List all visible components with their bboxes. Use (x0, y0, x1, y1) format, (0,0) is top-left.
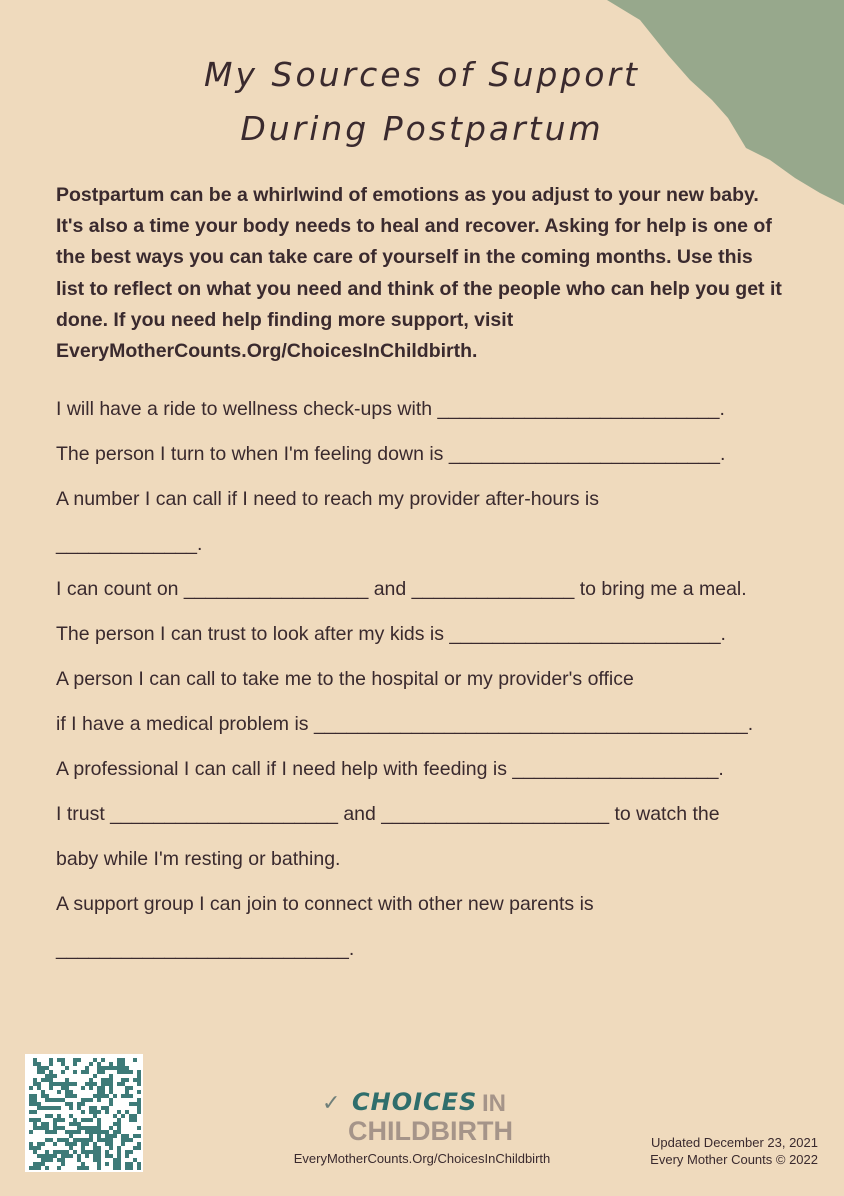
title-line-1: My Sources of Support (204, 55, 640, 94)
footer-meta (650, 1134, 818, 1168)
prompt-line: I will have a ride to wellness check-ups with __________________________. (56, 398, 725, 420)
logo-childbirth: CHILDBIRTH (348, 1116, 513, 1146)
prompt-line: A number I can call if I need to reach my provider after-hours is (56, 488, 600, 510)
prompt-line: A support group I can join to connect with other new parents is (56, 893, 594, 915)
prompt-line: I trust _____________________ and _____________________ to watch the (56, 803, 720, 825)
updated-date: Updated December 23, 2021 (651, 1135, 818, 1150)
prompt-line: The person I turn to when I'm feeling down is _________________________. (56, 443, 726, 465)
prompt-line: I can count on _________________ and _______________ to bring me a meal. (56, 578, 747, 600)
prompt-line: A professional I can call if I need help with feeding is ___________________. (56, 758, 724, 780)
prompt-line: ___________________________. (56, 938, 355, 960)
page-title (0, 48, 844, 156)
checkmark-icon: ✓ (322, 1090, 341, 1115)
prompt-line: if I have a medical problem is ________________________________________. (56, 713, 754, 735)
logo-choices: CHOICES (352, 1088, 478, 1116)
copyright: Every Mother Counts © 2022 (650, 1152, 818, 1167)
intro-paragraph: Postpartum can be a whirlwind of emotions as you adjust to your new baby. It's also a time your body needs to heal and recover. Asking for help is one of the best ways you can take care of yourself in the coming months. Use this list to reflect on what you need and think of the people who can help you get it done. If you need help finding more support, visit EveryMotherCounts.Org/ChoicesInChildbirth. (56, 184, 782, 363)
footer-url[interactable]: EveryMotherCounts.Org/ChoicesInChildbirth (293, 1151, 551, 1166)
logo-in: IN (482, 1090, 506, 1117)
prompt-line: _____________. (56, 533, 203, 555)
prompt-list (56, 393, 796, 978)
title-line-2: During Postpartum (240, 109, 604, 148)
prompt-line: The person I can trust to look after my kids is _________________________. (56, 623, 726, 645)
prompt-line: baby while I'm resting or bathing. (56, 848, 341, 870)
choices-in-childbirth-logo (322, 1088, 532, 1146)
prompt-line: A person I can call to take me to the hospital or my provider's office (56, 668, 634, 690)
